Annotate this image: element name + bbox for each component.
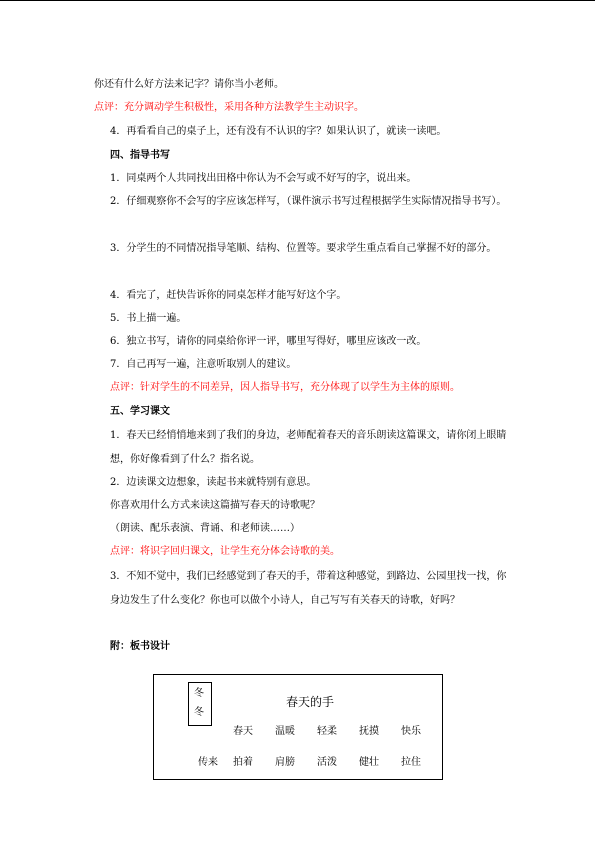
board-word: 抚摸 <box>359 726 379 737</box>
blackboard-design-box <box>153 674 443 780</box>
board-word: 健壮 <box>359 757 379 768</box>
board-word: 肩膀 <box>275 757 295 768</box>
paragraph: 6．独立书写，请你的同桌给你评一评，哪里写得好，哪里应该改一改。 <box>110 336 427 347</box>
comment-line: 点评：将识字回归课文，让学生充分体会诗歌的美。 <box>110 546 340 557</box>
paragraph: 5．书上描一遍。 <box>110 313 187 324</box>
paragraph: 4．再看看自己的桌子上，还有没有不认识的字？如果认识了，就读一读吧。 <box>110 126 447 137</box>
board-word: 拍着 <box>233 757 253 768</box>
paragraph: （朗读、配乐表演、背诵、和老师读……） <box>110 523 300 534</box>
paragraph: 1．春天已经悄悄地来到了我们的身边，老师配着春天的音乐朗读这篇课文，请你闭上眼睛想，你好像看到了什么？指名说。 <box>110 430 507 465</box>
board-row-label: 传来 <box>198 757 218 768</box>
paragraph: 你喜欢用什么方式来读这篇描写春天的诗歌呢？ <box>110 500 320 511</box>
board-word: 拉住 <box>401 757 421 768</box>
paragraph: 7．自己再写一遍，注意听取别人的建议。 <box>110 359 297 370</box>
paragraph: 4．看完了，赶快告诉你的同桌怎样才能写好这个字。 <box>110 290 347 301</box>
comment-line: 点评：针对学生的不同差异，因人指导书写，充分体现了以学生为主体的原则。 <box>110 382 460 393</box>
board-word: 快乐 <box>401 726 421 737</box>
paragraph: 2．边读课文边想象，读起书来就特别有意思。 <box>110 477 317 488</box>
board-word: 春天 <box>233 726 253 737</box>
board-word: 温暖 <box>275 726 295 737</box>
section-heading: 附：板书设计 <box>110 641 170 652</box>
board-box-char: 冬 <box>194 688 204 699</box>
paragraph: 1．同桌两个人共同找出田格中你认为不会写或不好写的字，说出来。 <box>110 173 417 184</box>
board-small-box <box>188 682 212 726</box>
paragraph: 你还有什么好方法来记字？请你当小老师。 <box>94 79 284 90</box>
section-heading: 五、学习课文 <box>110 406 170 417</box>
section-heading: 四、指导书写 <box>110 150 170 161</box>
paragraph: 3．不知不觉中，我们已经感觉到了春天的手，带着这种感觉，到路边、公园里找一找，你身边发生了什么变化？你也可以做个小诗人，自己写写有关春天的诗歌，好吗？ <box>110 571 507 606</box>
paragraph: 2．仔细观察你不会写的字应该怎样写，（课件演示书写过程根据学生实际情况指导书写）。 <box>110 196 507 207</box>
board-box-char: 冬 <box>194 707 204 718</box>
page-top-rule <box>0 0 595 1</box>
board-word: 轻柔 <box>317 726 337 737</box>
paragraph: 3．分学生的不同情况指导笔顺、结构、位置等。要求学生重点看自己掌握不好的部分。 <box>110 243 497 254</box>
comment-line: 点评：充分调动学生积极性，采用各种方法教学生主动识字。 <box>94 102 364 113</box>
board-title: 春天的手 <box>286 695 335 709</box>
board-word: 活泼 <box>317 757 337 768</box>
